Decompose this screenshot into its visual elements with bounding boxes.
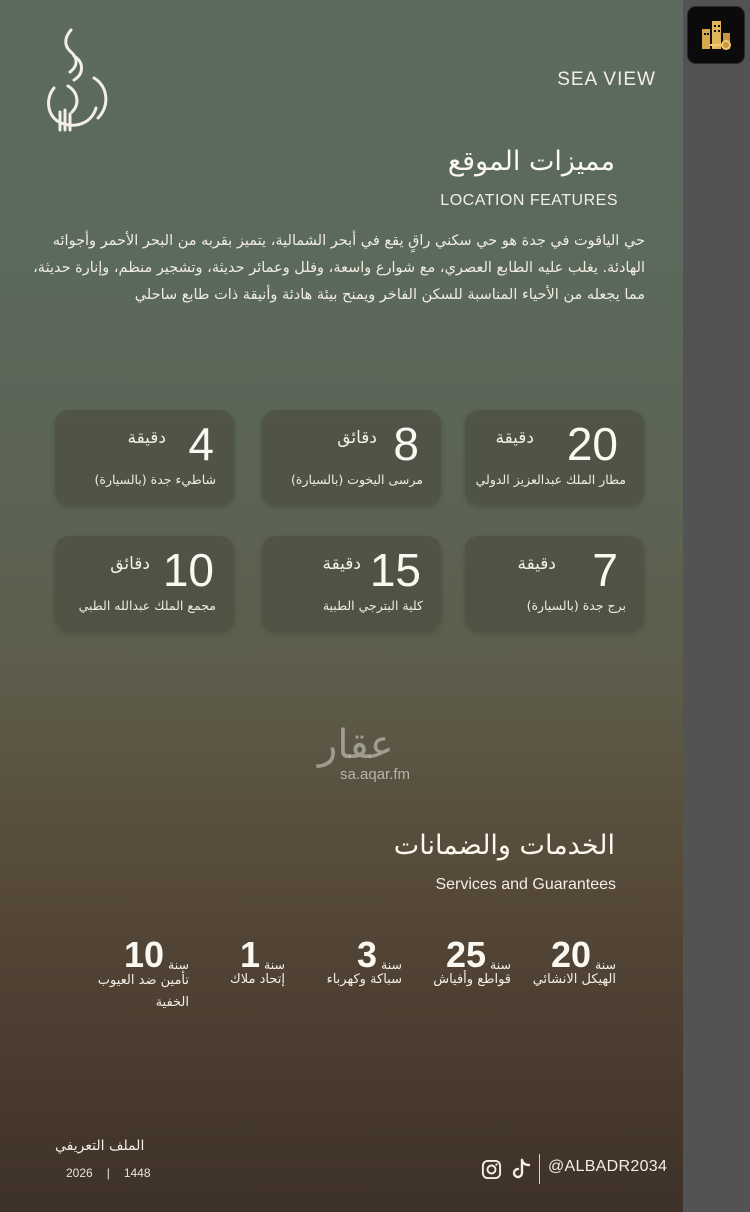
app-icon[interactable] [687,6,745,64]
right-sidebar [683,0,750,1212]
sea-view-label: SEA VIEW [557,69,656,90]
guarantee-structure [533,936,616,989]
distance-card-medical-complex [55,536,234,631]
distance-card-tower [465,536,644,631]
year-gregorian: 2026 [66,1166,93,1180]
distance-place: شاطيء جدة (بالسيارة) [94,472,216,487]
guarantee-value: 3 [357,934,378,975]
distance-place: مرسى اليخوت (بالسيارة) [291,472,423,487]
services-title-ar: الخدمات والضمانات [393,830,615,861]
guarantee-unit: سنة [490,957,511,972]
social-handle[interactable]: @ALBADR2034 [548,1158,668,1175]
distance-card-college [262,536,441,631]
distance-unit: دقائق [337,428,377,448]
year-hijri: 1448 [123,1166,151,1180]
albadr-logo-icon [38,26,116,138]
distance-card-beach [55,410,234,505]
guarantee-value: 10 [124,934,165,975]
guarantee-defects-insurance [79,936,189,1014]
social-icons [481,1158,531,1180]
guarantee-label: سباكة وكهرباء [326,972,402,987]
guarantee-label: الهيكل الانشائي [532,972,616,987]
guarantee-value: 20 [551,934,592,975]
distance-unit: دقيقة [517,554,556,574]
profile-label: الملف التعريفي [55,1138,145,1154]
guarantee-unit: سنة [381,957,402,972]
distance-place: كلية البترجي الطبية [322,598,423,613]
distance-value: 4 [188,418,214,470]
distance-place: مجمع الملك عبدالله الطبي [78,598,216,613]
distance-value: 10 [162,544,214,596]
guarantee-owners-union [230,936,285,989]
tiktok-icon[interactable] [511,1158,531,1180]
location-features-title-ar: مميزات الموقع [447,146,615,177]
building-key-icon [696,15,736,55]
guarantee-label: قواطع وأفياش [433,972,511,987]
services-title-en: Services and Guarantees [435,876,616,893]
guarantee-unit: سنة [264,957,285,972]
aqar-watermark: عقار [318,722,394,768]
guarantee-value: 25 [446,934,487,975]
aqar-watermark-url: sa.aqar.fm [340,766,411,783]
distance-value: 7 [592,544,618,596]
distance-unit: دقيقة [322,554,361,574]
footer-divider [539,1154,540,1184]
distance-value: 8 [393,418,419,470]
location-description: حي الياقوت في جدة هو حي سكني راقٍ يقع في أبحر الشمالية، يتميز بقربه من البحر الأحمر وأجوائه الهادئة. يغلب عليه الطابع العصري، مع شوارع واسعة، وفلل وعمائر حديثة، وتشجير منظم، وإنارة حديثة، مما يجعله من الأحياء المناسبة للسكن الفاخر ويمنح بيئة هادئة وأنيقة ذات طابع ساحلي [33,233,645,303]
guarantee-label: تأمين ضد العيوب الخفية [97,973,189,1010]
guarantee-unit: سنة [168,957,189,972]
guarantee-value: 1 [240,934,261,975]
distance-unit: دقائق [110,554,150,574]
distance-card-airport [465,410,644,505]
distance-unit: دقيقة [127,428,166,448]
distance-value: 20 [566,418,618,470]
distance-value: 15 [369,544,421,596]
distance-unit: دقيقة [495,428,534,448]
guarantee-unit: سنة [595,957,616,972]
instagram-icon[interactable] [481,1159,502,1180]
guarantee-switches [433,936,511,989]
guarantee-plumbing [327,936,402,989]
distance-card-marina [262,410,441,505]
location-features-title-en: LOCATION FEATURES [440,192,618,209]
footer-years: 2026 | 1448 [66,1166,151,1180]
distance-place: برج جدة (بالسيارة) [526,598,626,613]
guarantee-label: إتحاد ملاك [230,972,285,987]
distance-place: مطار الملك عبدالعزيز الدولي [475,472,626,487]
